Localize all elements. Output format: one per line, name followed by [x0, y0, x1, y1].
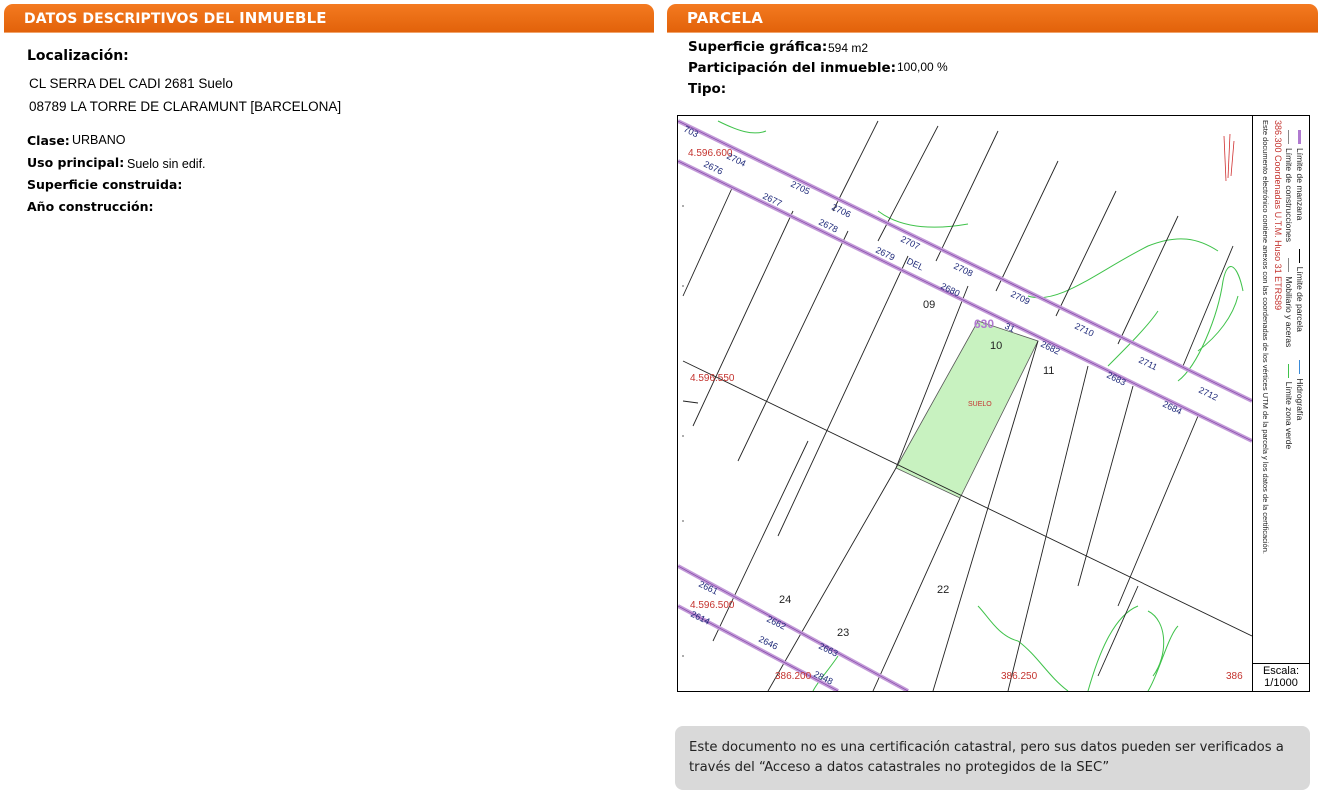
ano-construccion-label: Año construcción:: [27, 199, 154, 214]
address-number: 2711: [1137, 354, 1159, 373]
green-zone-line: [718, 121, 766, 133]
address-number: 2712: [1197, 384, 1220, 403]
green-zone-line: [1108, 311, 1158, 366]
address-number: 2710: [1073, 320, 1096, 339]
address-number: 2704: [725, 150, 748, 169]
parcel-line: [1183, 246, 1233, 366]
header-prefix: DATOS DESCRIPTIVOS DEL: [24, 11, 240, 27]
legend-row-2: [1284, 130, 1294, 449]
parcel-line: [1118, 416, 1198, 606]
ref-label-tail: 31: [1003, 320, 1017, 335]
parcel-line: [996, 161, 1058, 291]
legend-mobiliario: Mobiliario y aceras: [1284, 276, 1294, 348]
descriptive-data-header: [4, 4, 654, 32]
scale-value: 1/1000: [1264, 677, 1298, 689]
parcel-line: [768, 468, 896, 691]
address-line2: 08789 LA TORRE DE CLARAMUNT [BARCELONA]: [29, 99, 342, 114]
address-number: 2680: [939, 280, 962, 299]
ref-label: 630: [974, 317, 995, 331]
address-number: 2709: [1009, 288, 1032, 307]
parcel-number: 24: [779, 594, 792, 606]
address-number: 2848: [812, 668, 835, 687]
selected-parcel: [896, 321, 1038, 498]
parcel-line: [738, 231, 848, 461]
selected-parcel-label: SUELO: [968, 401, 992, 408]
tipo-label: Tipo:: [688, 81, 727, 97]
address-number: 2682: [1039, 338, 1062, 357]
legend-coordenadas: 386.300 Coordenadas U.T.M. Huso 31 ETRS89: [1273, 120, 1283, 311]
address-number: 2646: [757, 633, 780, 652]
parcel-number: 23: [837, 627, 850, 639]
legend-limite-manzana: Límite de manzana: [1295, 148, 1305, 221]
parcel-line: [1056, 191, 1116, 316]
coord-label: 386: [1226, 671, 1243, 682]
address-number: 2677: [761, 190, 784, 209]
parcel-line: [1008, 366, 1088, 691]
parcel-number: 10: [990, 340, 1003, 352]
legend-swatch-zona-verde: [1288, 364, 1289, 378]
coord-label: 4.596.600: [688, 148, 733, 159]
address-number: 2683: [1105, 369, 1128, 388]
address-number: 2708: [952, 260, 975, 279]
parcel-line: [683, 186, 733, 296]
header-underline: [4, 32, 654, 33]
address-number: 2684: [1161, 398, 1184, 417]
green-zone-line: [1148, 611, 1164, 676]
superficie-construida-label: Superficie construida:: [27, 177, 183, 192]
superficie-grafica-label: Superficie gráfica:: [688, 39, 828, 55]
parcel-line: [833, 121, 878, 211]
parcel-line: [1098, 586, 1138, 676]
parcel-number: 11: [1043, 365, 1055, 377]
address-number: DEL: [905, 255, 926, 273]
coord-label: 386.200: [775, 671, 812, 682]
address-line1: CL SERRA DEL CADI 2681 Suelo: [29, 76, 233, 91]
participacion-label: Participación del inmueble:: [688, 60, 897, 76]
parcela-header-text: PARCELA: [687, 9, 763, 27]
parcel-line: [1078, 386, 1133, 586]
coord-label: 4.596.500: [690, 600, 735, 611]
parcel-line: [778, 256, 908, 536]
address-number: 2706: [830, 201, 853, 220]
legend-limite-parcela: Límite de parcela: [1295, 266, 1305, 332]
address-number: 703: [682, 123, 701, 140]
address-number: 2614: [689, 608, 712, 627]
hydro-mark: [1228, 134, 1230, 178]
scale-label: Escala:: [1262, 665, 1300, 677]
legend-hidrografia: Hidrografía: [1295, 378, 1305, 421]
scale-box: [1252, 663, 1309, 691]
legend-swatch-parcela: [1299, 249, 1300, 263]
legend-swatch-mobiliario: [1288, 258, 1289, 272]
clase-value: URBANO: [72, 133, 126, 147]
superficie-grafica-value: 594 m2: [828, 41, 869, 55]
parcel-number: 09: [923, 299, 936, 311]
header-underline: [667, 32, 1318, 33]
parcel-line: [1118, 216, 1178, 344]
address-number: 2662: [765, 613, 788, 632]
address-number: 2707: [899, 233, 922, 252]
parcela-header: [667, 4, 1318, 32]
map-legend: [1252, 116, 1310, 663]
address-number: 2678: [817, 216, 840, 235]
disclaimer-note: [675, 726, 1310, 790]
green-zone-line: [1028, 239, 1218, 298]
participacion-value: 100,00 %: [897, 60, 948, 74]
disclaimer-text: Este documento no es una certificación catastral, pero sus datos pueden ser verificados a través del “Acceso a datos catastrales no protegidos de la SEC”: [689, 740, 1284, 775]
coord-label: 4.596.550: [690, 373, 735, 384]
address-number: 2679: [874, 244, 897, 263]
uso-label: Uso principal:: [27, 155, 125, 170]
hydro-mark: [1224, 136, 1226, 181]
cadastral-map: [677, 115, 1310, 692]
localizacion-label: Localización:: [27, 48, 129, 64]
uso-value: Suelo sin edif.: [127, 157, 206, 171]
legend-limite-construcciones: Límite de construcciones: [1284, 148, 1294, 243]
address-number: 2663: [817, 640, 840, 659]
header-highlight: INMUEBLE: [239, 9, 327, 27]
parcel-line: [683, 401, 698, 403]
legend-swatch-construcciones: [1288, 130, 1289, 144]
clase-label: Clase:: [27, 133, 70, 148]
legend-footnote: Este documento electrónico contiene anexos con las coordenadas de los vértices UTM de la parcela y los datos de la certificación.: [1261, 120, 1270, 554]
parcel-line: [693, 211, 793, 426]
coord-label: 386.250: [1001, 671, 1038, 682]
parcel-number: 22: [937, 584, 950, 596]
green-zone-line: [1088, 606, 1138, 691]
legend-limite-zona-verde: Límite zona verde: [1284, 381, 1294, 450]
address-number: 2705: [789, 178, 812, 197]
parcel-line: [936, 131, 998, 261]
legend-row-1: [1295, 130, 1305, 420]
green-zone-line: [1178, 267, 1243, 381]
legend-swatch-manzana: [1298, 130, 1301, 144]
address-number: 2676: [702, 158, 725, 177]
hydro-mark: [1231, 141, 1234, 176]
legend-swatch-hidro: [1299, 360, 1300, 374]
map-drawing: [678, 116, 1252, 691]
address-number: 2661: [697, 578, 720, 597]
